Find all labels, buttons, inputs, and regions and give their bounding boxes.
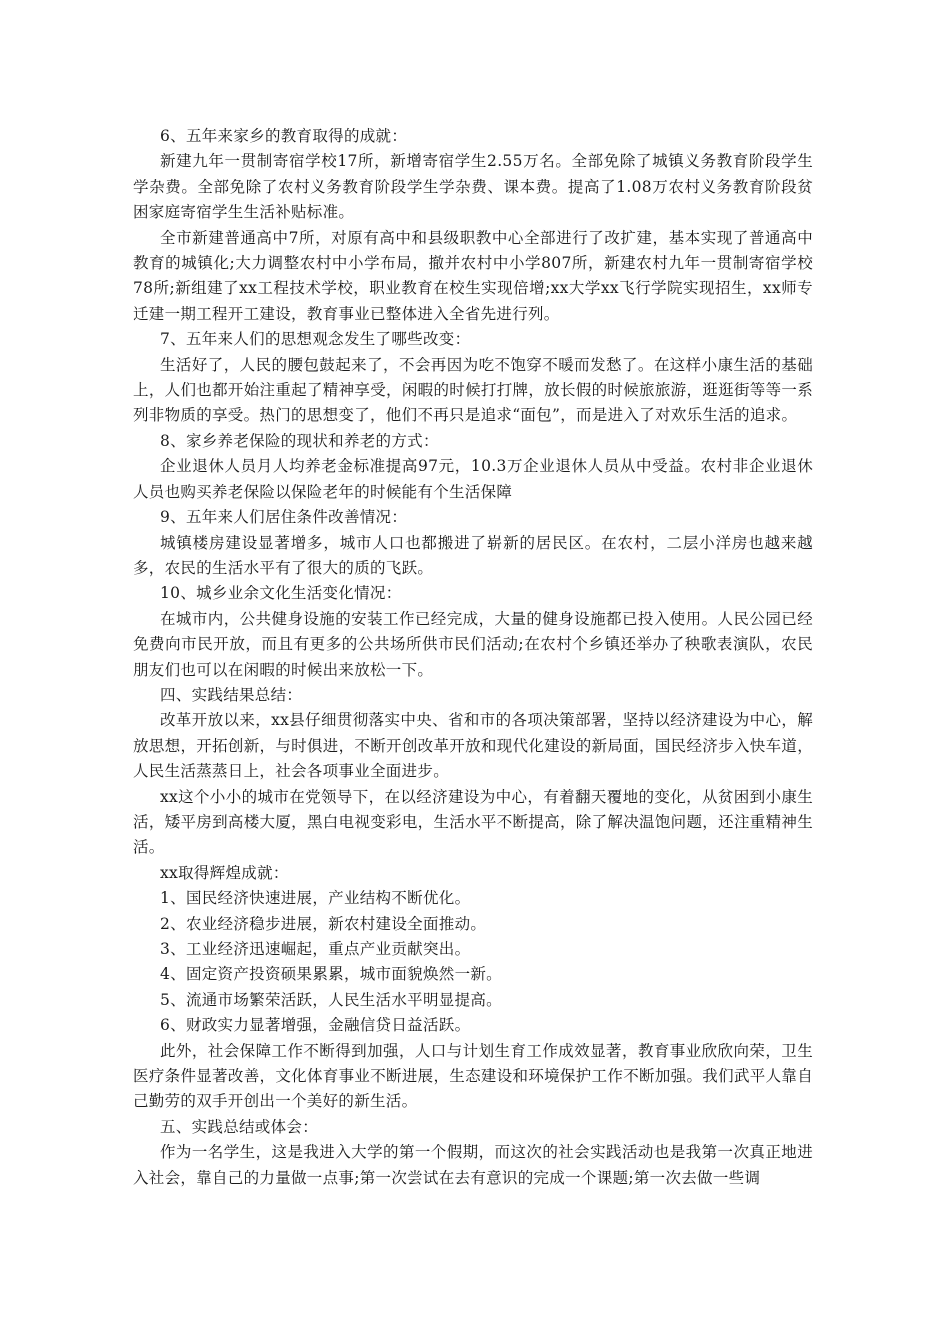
heading-pension: 8、家乡养老保险的现状和养老的方式： (160, 431, 439, 450)
paragraph-reform: 改革开放以来，xx县仔细贯彻落实中央、省和市的各项决策部署，坚持以经济建设为中心，解放思想，开拓创新，与时俱进，不断开创改革开放和现代化建设的新局面，国民经济步入快车道，人民生活蒸蒸日上，社会各项事业全面进步。 (133, 711, 813, 781)
paragraph-culture: 在城市内，公共健身设施的安装工作已经完成，大量的健身设施都已投入使用。人民公园已经免费向市民开放，而且有更多的公共场所供市民们活动;在农村个乡镇还举办了秧歌表演队，农民朋友们也可以在闲暇的时候出来放松一下。 (133, 609, 813, 679)
heading-practice-summary: 五、实践总结或体会： (160, 1117, 319, 1136)
heading-culture: 10、城乡业余文化生活变化情况： (160, 584, 402, 603)
paragraph-student-experience: 作为一名学生，这是我进入大学的第一个假期，而这次的社会实践活动也是我第一次真正地进入社会，靠自己的力量做一点事;第一次尝试在去有意识的完成一个课题;第一次去做一些调 (133, 1143, 813, 1187)
heading-practice-results: 四、实践结果总结： (160, 685, 303, 704)
list-item-achievement-2: 2、农业经济稳步进展，新农村建设全面推动。 (160, 914, 487, 933)
heading-achievements: xx取得辉煌成就： (160, 863, 289, 882)
list-item-achievement-4: 4、固定资产投资硕果累累，城市面貌焕然一新。 (160, 965, 502, 984)
list-item-achievement-1: 1、国民经济快速进展，产业结构不断优化。 (160, 889, 471, 908)
list-item-achievement-3: 3、工业经济迅速崛起，重点产业贡献突出。 (160, 940, 471, 958)
list-item-achievement-5: 5、流通市场繁荣活跃，人民生活水平明显提高。 (160, 990, 502, 1009)
paragraph-high-schools: 全市新建普通高中7所，对原有高中和县级职教中心全部进行了改扩建，基本实现了普通高中教育的城镇化;大力调整农村中小学布局，撤并农村中小学807所，新建农村九年一贯制寄宿学校78所;新组建了xx工程技术学校，职业教育在校生实现倍增;xx大学xx飞行学院实现招生，xx师专迁建一期工程开工建设，教育事业已整体进入全省先进行列。 (133, 228, 813, 323)
paragraph-pension: 企业退休人员月人均养老金标准提高97元，10.3万企业退休人员从中受益。农村非企业退休人员也购买养老保险以保险老年的时候能有个生活保障 (133, 457, 813, 501)
paragraph-mindset: 生活好了，人民的腰包鼓起来了，不会再因为吃不饱穿不暖而发愁了。在这样小康生活的基础上，人们也都开始注重起了精神享受，闲暇的时候打打牌，放长假的时候旅旅游，逛逛街等等一系列非物质的享受。热门的思想变了，他们不再只是追求“面包”，而是进入了对欢乐生活的追求。 (133, 355, 813, 425)
document-body (133, 124, 813, 1191)
list-item-achievement-6: 6、财政实力显著增强，金融信贷日益活跃。 (160, 1016, 471, 1035)
heading-education-achievements: 6、五年来家乡的教育取得的成就： (160, 127, 408, 145)
heading-mindset-changes: 7、五年来人们的思想观念发生了哪些改变： (160, 330, 471, 349)
paragraph-social-security: 此外，社会保障工作不断得到加强，人口与计划生育工作成效显著，教育事业欣欣向荣，卫生医疗条件显著改善，文化体育事业不断进展，生态建设和环境保护工作不断加强。我们武平人靠自己勤劳的双手开创出一个美好的新生活。 (133, 1041, 813, 1111)
paragraph-city-changes: xx这个小小的城市在党领导下，在以经济建设为中心，有着翻天覆地的变化，从贫困到小康生活，矮平房到高楼大厦，黑白电视变彩电，生活水平不断提高，除了解决温饱问题，还注重精神生活。 (133, 787, 813, 857)
paragraph-boarding-schools: 新建九年一贯制寄宿学校17所，新增寄宿学生2.55万名。全部免除了城镇义务教育阶段学生学杂费。全部免除了农村义务教育阶段学生学杂费、课本费。提高了1.08万农村义务教育阶段贫困家庭寄宿学生生活补贴标准。 (133, 152, 813, 222)
paragraph-housing: 城镇楼房建设显著增多，城市人口也都搬进了崭新的居民区。在农村，二层小洋房也越来越多，农民的生活水平有了很大的质的飞跃。 (133, 533, 813, 577)
heading-housing: 9、五年来人们居住条件改善情况： (160, 508, 408, 527)
